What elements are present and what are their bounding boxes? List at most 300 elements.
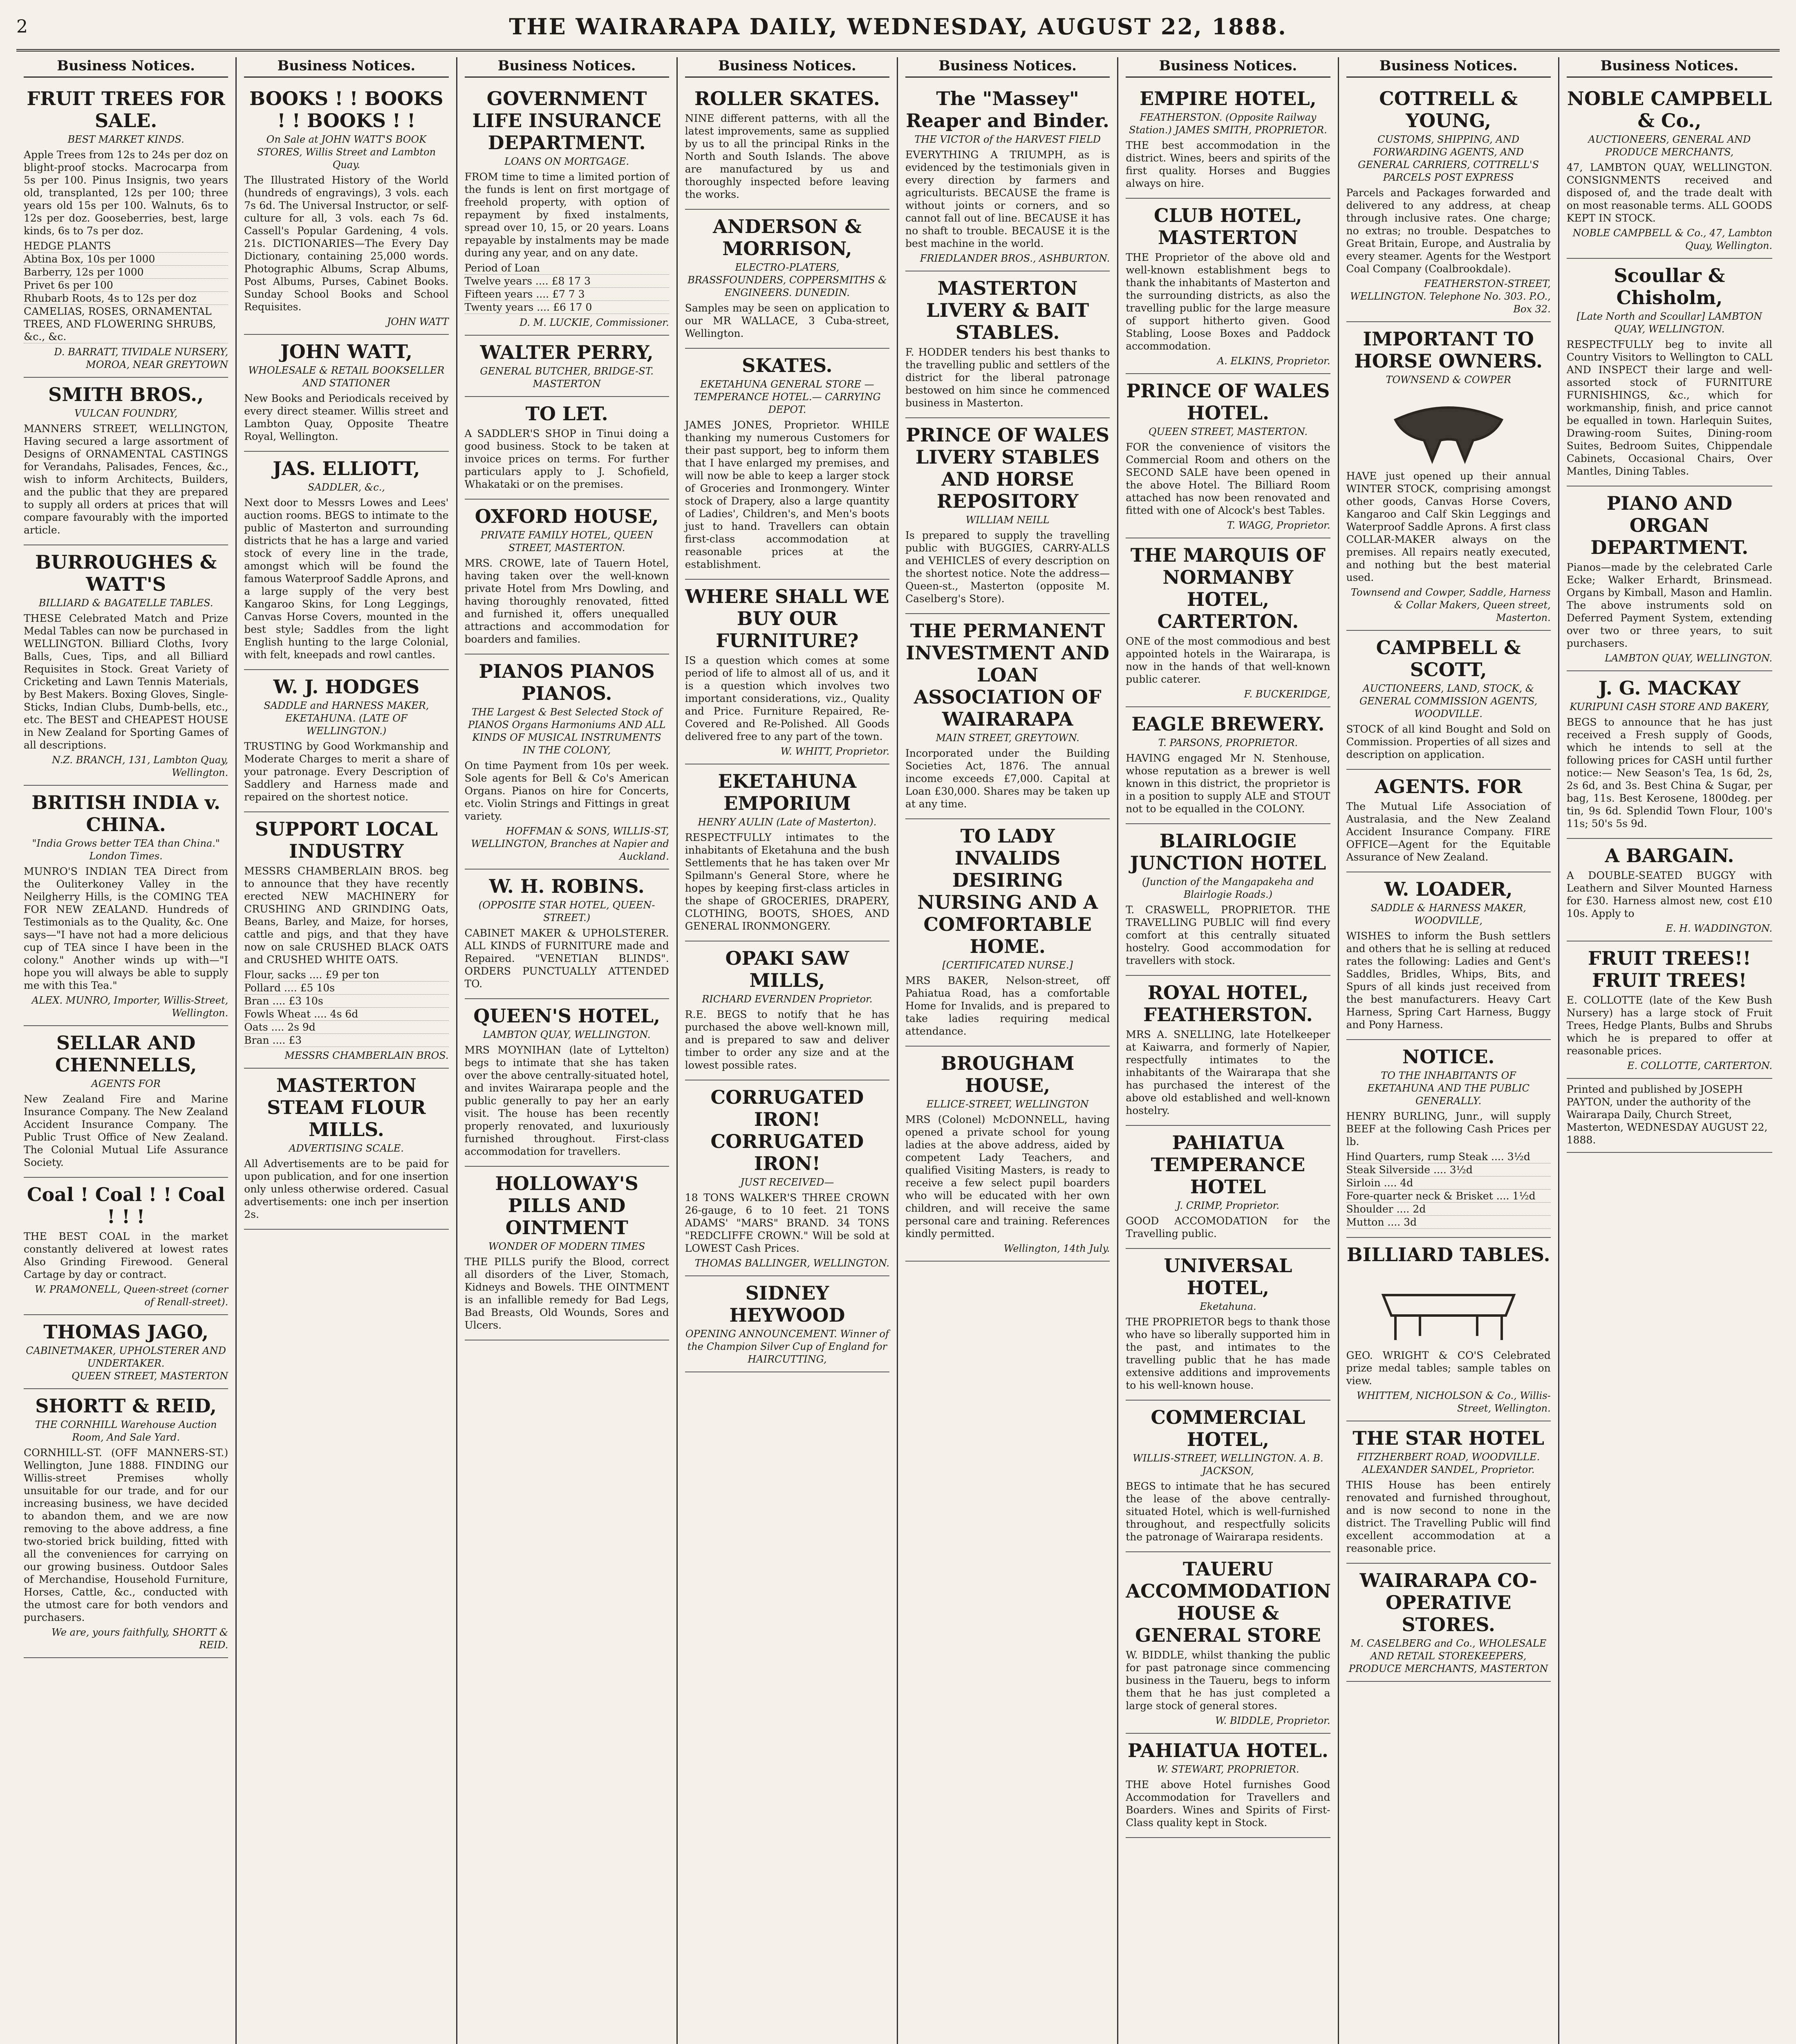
ad-subtitle: WILLIAM NEILL <box>965 514 1050 526</box>
ad-title: The "Massey" Reaper and Binder. <box>906 87 1109 132</box>
ad-title: OPAKI SAW MILLS, <box>725 947 849 991</box>
ad-title: J. G. MACKAY <box>1598 677 1741 699</box>
ad-subtitle: [Late North and Scoullar] LAMBTON QUAY, WELLINGTON. <box>1577 311 1762 335</box>
ad-subtitle: AUCTIONEERS, GENERAL AND PRODUCE MERCHANTS, <box>1588 134 1751 158</box>
ad-subtitle: OPENING ANNOUNCEMENT. Winner of the Champion Silver Cup of England for HAIRCUTTING, <box>685 1328 889 1365</box>
advertisement <box>685 210 889 349</box>
ad-title: SKATES. <box>742 354 833 377</box>
ad-title: Coal ! Coal ! ! Coal ! ! ! <box>27 1183 225 1228</box>
ad-subtitle: MAIN STREET, GREYTOWN. <box>936 732 1079 744</box>
advertisement <box>244 812 448 1069</box>
advertisement <box>465 654 669 870</box>
ad-list-item: Bran .... £3 10s <box>244 995 448 1008</box>
ad-title: BROUGHAM HOUSE, <box>941 1052 1075 1096</box>
column-1 <box>16 57 237 2044</box>
ad-subtitle: SADDLE & HARNESS MAKER, WOODVILLE, <box>1371 902 1526 926</box>
ad-subtitle: WONDER OF MODERN TIMES <box>488 1241 645 1252</box>
ad-subtitle: WHOLESALE & RETAIL BOOKSELLER AND STATIONER <box>248 365 445 389</box>
ad-title: TO LET. <box>525 403 608 425</box>
advertisement <box>1126 82 1330 199</box>
ad-body: Samples may be seen on application to our MR WALLACE, 3 Cuba-street, Wellington. <box>685 302 889 339</box>
ad-body: GOOD ACCOMODATION for the Travelling public. <box>1126 1215 1330 1239</box>
ad-body: GEO. WRIGHT & CO'S Celebrated prize medal tables; sample tables on view. <box>1346 1349 1551 1387</box>
ad-signature: T. WAGG, Proprietor. <box>1227 520 1330 531</box>
ad-title: TO LADY INVALIDS DESIRING NURSING AND A COMFORTABLE HOME. <box>917 825 1098 957</box>
ad-subtitle: SADDLE and HARNESS MAKER, EKETAHUNA. (LATE OF WELLINGTON.) <box>264 700 429 737</box>
ad-body: MRS MOYNIHAN (late of Lyttelton) begs to intimate that she has taken over the above centrally-situated hotel, and invites Wairarapa people and the public generally to pay her an early visit. The house has been recently properly renovated, and luxuriously furnished throughout. First-class accommodation for travellers. <box>464 1044 669 1157</box>
ad-title: ROLLER SKATES. <box>694 87 880 110</box>
ad-subtitle: CABINETMAKER, UPHOLSTERER AND UNDERTAKER. <box>26 1345 226 1369</box>
ad-signature: Townsend and Cowper, Saddle, Harness & Collar Makers, Queen street, Masterton. <box>1350 587 1551 623</box>
masthead <box>16 4 1780 52</box>
ad-body: MANNERS STREET, WELLINGTON, Having secured a large assortment of Designs of ORNAMENTAL CASTINGS for Verandahs, Palisades, Fences, &c., wish to inform Architects, Builders, and the public that they are prepared to supply all orders at prices that will compare favourably with the imported article. <box>24 423 228 536</box>
ad-body: THESE Celebrated Match and Prize Medal Tables can now be purchased in WELLINGTON. Billiard Cloths, Ivory Balls, Cues, Tips, and all Billiard Requisites in Stock. Great Variety of Cricketing and Lawn Tennis Materials, by Best Makers. Boxing Gloves, Single-Sticks, Indian Clubs, Dumb-bells, etc., etc. The BEST and CHEAPEST HOUSE in New Zealand for Sporting Games of all descriptions. <box>24 612 228 751</box>
ad-title: SIDNEY HEYWOOD <box>729 1282 845 1326</box>
advertisement <box>905 271 1110 418</box>
saddle-drawing <box>1371 391 1526 465</box>
ad-signature: ALEX. MUNRO, Importer, Willis-Street, Wellington. <box>31 995 228 1019</box>
column-2 <box>237 57 457 2044</box>
imprint: Printed and published by JOSEPH PAYTON, under the authority of the Wairarapa Daily, Church Street, Masterton, WEDNESDAY AUGUST 22, 1888. <box>1567 1079 1772 1153</box>
ad-title: QUEEN'S HOTEL, <box>473 1005 661 1027</box>
ad-body: MRS (Colonel) McDONNELL, having opened a private school for young ladies at the above address, aided by competent Lady Teachers, and qualified Visiting Masters, is ready to receive a few select pupil boarders who will be educated with her own children, and will receive the same personal care and training. References kindly permitted. <box>905 1114 1110 1239</box>
advertisement <box>24 1389 228 1658</box>
advertisement <box>1346 631 1551 770</box>
ad-signature: A. ELKINS, Proprietor. <box>1217 355 1330 367</box>
advertisement <box>905 1047 1110 1262</box>
ad-signature: QUEEN STREET, MASTERTON <box>72 1370 228 1382</box>
advertisement <box>1346 1421 1551 1564</box>
ad-title: THE PERMANENT INVESTMENT AND LOAN ASSOCIATION OF WAIRARAPA <box>906 620 1109 730</box>
ad-signature: FRIEDLANDER BROS., ASHBURTON. <box>920 253 1110 264</box>
ad-signature: W. WHITT, Proprietor. <box>780 746 889 757</box>
column-7 <box>1339 57 1559 2044</box>
ad-title: THOMAS JAGO, <box>43 1321 208 1343</box>
ad-body: The Illustrated History of the World (hundreds of engravings), 3 vols. each 7s 6d. The Universal Instructor, or self-culture for all, 3 vols. each 7s 6d. Cassell's Popular Gardening, 4 vols. 21s. DICTIONARIES—The Every Day Dictionary, containing 25,000 words. Photographic Albums, Scrap Albums, Post Albums, Purses, Cabinet Books. Sunday School Books and School Requisites. <box>244 174 449 313</box>
ad-title: EAGLE BREWERY. <box>1131 713 1325 735</box>
ad-title: UNIVERSAL HOTEL, <box>1164 1255 1292 1299</box>
advertisement <box>1346 82 1551 322</box>
ad-signature: NOBLE CAMPBELL & Co., 47, Lambton Quay, Wellington. <box>1572 227 1772 251</box>
columns <box>16 57 1780 2044</box>
advertisement <box>1126 1249 1330 1401</box>
ad-body: RESPECTFULLY beg to invite all Country Visitors to Wellington to CALL AND INSPECT their large and well-assorted stock of FURNITURE FURNISHINGS, &c., which for workmanship, finish, and price cannot be equalled in town. Harlequin Suites, Drawing-room Suites, Dining-room Suites, Bedroom Suites, Chippendale Cabinets, Occasional Chairs, Over Mantles, Dining Tables. <box>1566 338 1772 477</box>
ad-title: PIANO AND ORGAN DEPARTMENT. <box>1590 492 1749 558</box>
ad-subtitle: ELECTRO-PLATERS, BRASSFOUNDERS, COPPERSMITHS & ENGINEERS. DUNEDIN. <box>687 262 887 298</box>
ad-subtitle: LOANS ON MORTGAGE. <box>504 156 629 167</box>
advertisement <box>685 1080 889 1276</box>
advertisement <box>1126 1126 1330 1249</box>
ad-signature: FEATHERSTON-STREET, WELLINGTON. Telephone No. 303. P.O., Box 32. <box>1350 278 1551 315</box>
ad-body: EVERYTHING A TRIUMPH, as is evidenced by the testimonials given in every direction by farmers and agriculturists. BECAUSE the frame is without joints or corners, and so cannot fall out of line. BECAUSE it has no shaft to trouble. BECAUSE it is the best machine in the world. <box>905 149 1110 249</box>
advertisement <box>465 500 669 654</box>
ad-subtitle: Eketahuna. <box>1200 1301 1256 1312</box>
ad-body: BEGS to intimate that he has secured the lease of the above centrally-situated Hotel, which is well-furnished throughout, and respectfully solicits the patronage of Wairarapa residents. <box>1126 1480 1330 1543</box>
ad-title: SHORTT & REID, <box>35 1395 217 1417</box>
ad-title: ROYAL HOTEL, FEATHERSTON. <box>1143 982 1313 1026</box>
ad-list-item: Barberry, 12s per 1000 <box>24 266 228 279</box>
column-header: Business Notices. <box>685 57 889 78</box>
ad-subtitle: (Junction of the Mangapakeha and Blairlogie Roads.) <box>1142 876 1314 900</box>
ad-title: AGENTS. FOR <box>1375 775 1523 798</box>
column-8 <box>1559 57 1780 2044</box>
ad-title: PIANOS PIANOS PIANOS. <box>479 660 655 704</box>
ad-title: PRINCE OF WALES LIVERY STABLES AND HORSE REPOSITORY <box>906 424 1110 512</box>
column-5 <box>898 57 1118 2044</box>
advertisement <box>244 335 448 452</box>
ad-subtitle: BILLIARD & BAGATELLE TABLES. <box>38 597 213 609</box>
ad-subtitle: THE Largest & Best Selected Stock of PIANOS Organs Harmoniums AND ALL KINDS OF MUSICAL INSTRUMENTS IN THE COLONY, <box>468 706 666 756</box>
ad-body: MESSRS CHAMBERLAIN BROS. beg to announce that they have recently erected NEW MACHINERY for CRUSHING AND GRINDING Oats, Beans, Barley, and Maize, for horses, cattle and pigs, and that they have now on sale CRUSHED BLACK OATS and CRUSHED WHITE OATS. <box>244 865 449 966</box>
ad-signature: HOFFMAN & SONS, WILLIS-ST, WELLINGTON, Branches at Napier and Auckland. <box>471 825 669 862</box>
ad-title: GOVERNMENT LIFE INSURANCE DEPARTMENT. <box>472 87 661 154</box>
ad-title: COMMERCIAL HOTEL, <box>1151 1406 1306 1450</box>
ad-list-item: HEDGE PLANTS <box>24 240 228 253</box>
ad-list-item: Fore-quarter neck & Brisket .... 1½d <box>1346 1190 1551 1203</box>
advertisement <box>1126 824 1330 976</box>
advertisement <box>1567 671 1772 839</box>
advertisement <box>244 670 448 812</box>
ad-title: PAHIATUA TEMPERANCE HOTEL <box>1151 1132 1306 1198</box>
advertisement <box>244 82 448 335</box>
ad-body: New Zealand Fire and Marine Insurance Company. The New Zealand Accident Insurance Company. The Public Trust Office of New Zealand. The Colonial Mutual Life Assurance Society. <box>24 1093 228 1168</box>
advertisement <box>905 819 1110 1047</box>
ad-title: PRINCE OF WALES HOTEL. <box>1126 380 1330 424</box>
ad-subtitle: [CERTIFICATED NURSE.] <box>942 959 1073 971</box>
ad-body: IS a question which comes at some period of life to almost all of us, and it is a question which involves two important considerations, viz., Quality and Price. Furniture Repaired, Re-Covered and Re-Polished. All Goods delivered free to any part of the town. <box>685 654 889 742</box>
advertisement <box>24 545 228 786</box>
ad-body: MRS A. SNELLING, late Hotelkeeper at Kaiwarra, and formerly of Napier, respectfully intimates to the inhabitants of the Wairarapa that she has purchased the interest of the above old established and well-known hostelry. <box>1126 1029 1330 1116</box>
ad-body: T. CRASWELL, PROPRIETOR. THE TRAVELLING PUBLIC will find every comfort at this centrally situated hostelry. Good accommodation for travellers with stock. <box>1126 904 1330 966</box>
ad-body: HAVE just opened up their annual WINTER STOCK, comprising amongst other goods, Canvas Horse Covers, Kangaroo and Calf Skin Leggings and Waterproof Saddle Aprons. A first class COLLAR-MAKER always on the premises. All repairs neatly executed, and nothing but the best material used. <box>1346 470 1551 583</box>
ad-subtitle: AUCTIONEERS, LAND, STOCK, & GENERAL COMMISSION AGENTS, WOODVILLE. <box>1359 683 1538 719</box>
ad-list <box>465 262 669 314</box>
ad-subtitle: AGENTS FOR <box>91 1078 161 1089</box>
ad-subtitle: ELLICE-STREET, WELLINGTON <box>926 1098 1089 1110</box>
ad-title: BRITISH INDIA v. CHINA. <box>31 791 221 836</box>
ad-title: OXFORD HOUSE, <box>475 505 659 527</box>
advertisement <box>685 1276 889 1372</box>
ad-signature: JOHN WATT <box>387 316 449 327</box>
advertisement <box>685 941 889 1080</box>
ad-title: NOBLE CAMPBELL & Co., <box>1567 87 1772 132</box>
ad-signature: W. BIDDLE, Proprietor. <box>1215 1715 1330 1726</box>
ad-title: BILLIARD TABLES. <box>1346 1244 1550 1266</box>
advertisement <box>24 1315 228 1389</box>
ad-subtitle: THE VICTOR of the HARVEST FIELD <box>914 134 1101 145</box>
ad-title: W. J. HODGES <box>273 676 420 698</box>
ad-title: TAUERU ACCOMMODATION HOUSE & GENERAL STORE <box>1126 1558 1331 1646</box>
advertisement <box>465 336 669 397</box>
saddle-illustration <box>1346 391 1551 465</box>
ad-body: MUNRO'S INDIAN TEA Direct from the Ouliterkoney Valley in the Neilgherry Hills, is the COMING TEA FOR NEW ZEALAND. Hundreds of Testimonials as to the Quality, &c. One says—"I have not had a more delicious cup of TEA since I have been in the colony." Another winds up with—"I hope you will always be able to supply me with this Tea." <box>24 865 228 991</box>
ad-subtitle: KURIPUNI CASH STORE AND BAKERY, <box>1570 701 1769 713</box>
ad-title: W. H. ROBINS. <box>489 875 645 897</box>
ad-list-item: Shoulder .... 2d <box>1346 1203 1551 1216</box>
ad-title: SMITH BROS., <box>48 383 204 406</box>
ad-title: FRUIT TREES!! FRUIT TREES! <box>1588 947 1751 991</box>
ad-subtitle: HENRY AULIN (Late of Masterton). <box>698 816 877 828</box>
advertisement <box>1126 538 1330 707</box>
advertisement <box>685 764 889 941</box>
ad-body: FOR the convenience of visitors the Commercial Room and others on the SECOND SALE have been opened in the above Hotel. The Billiard Room attached has now been renovated and fitted with one of Alcock's best Tables. <box>1126 441 1330 516</box>
ad-list-item: Abtina Box, 10s per 1000 <box>24 253 228 266</box>
ad-list-item: Period of Loan <box>465 262 669 275</box>
ad-title: JOHN WATT, <box>280 341 412 363</box>
ad-title: THE STAR HOTEL <box>1353 1427 1545 1449</box>
ad-list-item: Privet 6s per 100 <box>24 279 228 292</box>
ad-title: NOTICE. <box>1402 1046 1495 1068</box>
ad-title: ANDERSON & MORRISON, <box>712 215 862 260</box>
ad-list-item: Fifteen years .... £7 7 3 <box>465 288 669 301</box>
ad-title: PAHIATUA HOTEL. <box>1127 1739 1328 1762</box>
advertisement <box>465 870 669 999</box>
advertisement <box>685 349 889 580</box>
ad-title: COTTRELL & YOUNG, <box>1379 87 1518 132</box>
ad-list-item: Twenty years .... £6 17 0 <box>465 301 669 314</box>
ad-body: THE PROPRIETOR begs to thank those who have so liberally supported him in the past, and intimates to the travelling public that he has made extensive additions and improvements to his well-known house. <box>1126 1316 1330 1391</box>
ad-body: HAVING engaged Mr N. Stenhouse, whose reputation as a brewer is well known in this district, the proprietor is in a position to supply ALE and STOUT not to be equalled in the COLONY. <box>1126 752 1330 815</box>
ad-signature: LAMBTON QUAY, WELLINGTON. <box>1605 652 1772 664</box>
ad-list <box>244 968 448 1047</box>
ad-title: W. LOADER, <box>1384 878 1513 900</box>
column-header: Business Notices. <box>465 57 669 78</box>
advertisement <box>24 1178 228 1315</box>
ad-list-item: Oats .... 2s 9d <box>244 1021 448 1034</box>
ad-title: EKETAHUNA EMPORIUM <box>718 770 857 814</box>
ad-signature: E. H. WADDINGTON. <box>1666 923 1772 934</box>
ad-body: TRUSTING by Good Workmanship and Moderate Charges to merit a share of your patronage. Every Description of Saddlery and Harness made and repaired on the shortest notice. <box>244 740 449 803</box>
ad-title: JAS. ELLIOTT, <box>273 457 420 480</box>
advertisement <box>24 378 228 545</box>
ad-list-item: Steak Silverside .... 3½d <box>1346 1163 1551 1177</box>
ad-signature: Wellington, 14th July. <box>1003 1243 1110 1254</box>
ad-subtitle: On Sale at JOHN WATT'S BOOK STORES, Willis Street and Lambton Quay. <box>257 134 436 170</box>
ad-body: WISHES to inform the Bush settlers and others that he is selling at reduced rates the following: Ladies and Gent's Saddles, Bridles, Whips, Bits, and Spurs of all kinds just received from the best manufacturers. Heavy Cart Harness, Spring Cart Harness, Buggy and Pony Harness. <box>1346 930 1551 1031</box>
newspaper-title: THE WAIRARAPA DAILY, WEDNESDAY, AUGUST 22, 1888. <box>509 13 1287 40</box>
ad-title: WHERE SHALL WE BUY OUR FURNITURE? <box>685 585 889 652</box>
ad-body: A DOUBLE-SEATED BUGGY with Leathern and Silver Mounted Harness for £30. Harness almost new, cost £10 10s. Apply to <box>1566 870 1772 919</box>
ad-subtitle: TOWNSEND & COWPER <box>1386 374 1511 385</box>
ad-subtitle: M. CASELBERG and Co., WHOLESALE AND RETAIL STOREKEEPERS, PRODUCE MERCHANTS, MASTERTON <box>1348 1638 1548 1674</box>
advertisement <box>1567 82 1772 259</box>
ad-title: IMPORTANT TO HORSE OWNERS. <box>1354 328 1543 372</box>
column-header: Business Notices. <box>1567 57 1772 78</box>
ad-body: THE BEST COAL in the market constantly delivered at lowest rates Also Grinding Firewood. General Cartage by day or contract. <box>24 1230 228 1280</box>
ad-body: ONE of the most commodious and best appointed hotels in the Wairarapa, is now in the hands of that well-known public caterer. <box>1126 635 1330 685</box>
ad-body: JAMES JONES, Proprietor. WHILE thanking my numerous Customers for their past support, beg to inform them that I have enlarged my premises, and will now be able to keep a larger stock of Groceries and Ironmongery. Winter stock of Drapery, also a large quantity of Ladies', Children's, and Men's boots just to hand. Travellers can obtain first-class accommodation at reasonable prices at the establishment. <box>685 419 889 570</box>
ad-title: A BARGAIN. <box>1605 845 1734 867</box>
advertisement <box>1346 770 1551 872</box>
advertisement <box>1126 976 1330 1126</box>
ad-body: E. COLLOTTE (late of the Kew Bush Nursery) has a large stock of Fruit Trees, Hedge Plants, Bulbs and Shrubs which he is prepared to offer at reasonable prices. <box>1566 994 1772 1057</box>
ad-list-item: Mutton .... 3d <box>1346 1216 1551 1229</box>
ad-subtitle: CUSTOMS, SHIPPING, AND FORWARDING AGENTS, AND GENERAL CARRIERS, COTTRELL'S PARCELS POST EXPRESS <box>1358 134 1539 183</box>
ad-body: R.E. BEGS to notify that he has purchased the above well-known mill, and is prepared to saw and deliver timber to order any size and at the lowest possible rates. <box>685 1009 889 1071</box>
ad-body: CORNHILL-ST. (OFF MANNERS-ST.) Wellington, June 1888. FINDING our Willis-street Premises wholly unsuitable for our trade, and for our increasing business, we have decided to abandon them, and we are now removing to the above address, a fine two-storied brick building, fitted with all the conveniences for carrying on our growing business. Outdoor Sales of Merchandise, Household Furniture, Horses, Cattle, &c., conducted with the utmost care for both vendors and purchasers. <box>24 1447 228 1623</box>
ad-body: THE PILLS purify the Blood, correct all disorders of the Liver, Stomach, Kidneys and Bowels. THE OINTMENT is an infallible remedy for Bad Legs, Bad Breasts, Old Wounds, Sores and Ulcers. <box>464 1256 669 1331</box>
ad-title: BOOKS ! ! BOOKS ! ! BOOKS ! ! <box>249 87 443 132</box>
advertisement <box>24 82 228 378</box>
ad-signature: W. PRAMONELL, Queen-street (corner of Renall-street). <box>34 1284 228 1308</box>
ad-list-item: Fowls Wheat .... 4s 6d <box>244 1008 448 1021</box>
ad-signature: THOMAS BALLINGER, WELLINGTON. <box>694 1257 889 1269</box>
ad-subtitle: QUEEN STREET, MASTERTON. <box>1148 426 1308 437</box>
ad-body: RESPECTFULLY intimates to the inhabitants of Eketahuna and the bush Settlements that he has taken over Mr Spilmann's General Store, where he hopes by keeping first-class articles in the shape of GROCERIES, DRAPERY, CLOTHING, BOOTS, SHOES, AND GENERAL IRONMONGERY. <box>685 831 889 932</box>
ad-subtitle: LAMBTON QUAY, WELLINGTON. <box>483 1029 651 1040</box>
ad-subtitle: FITZHERBERT ROAD, WOODVILLE. ALEXANDER SANDEL, Proprietor. <box>1357 1451 1540 1475</box>
ad-list-item: Rhubarb Roots, 4s to 12s per doz <box>24 292 228 305</box>
advertisement <box>24 1026 228 1178</box>
ad-subtitle: ADVERTISING SCALE. <box>289 1143 404 1154</box>
ad-title: THE MARQUIS OF NORMANBY HOTEL, CARTERTON. <box>1130 544 1326 632</box>
advertisement <box>1567 486 1772 671</box>
ad-title: CAMPBELL & SCOTT, <box>1376 637 1521 681</box>
ad-subtitle: J. CRIMP, Proprietor. <box>1176 1200 1280 1211</box>
ad-body: FROM time to time a limited portion of the funds is lent on first mortgage of freehold property, with option of repayment by fixed instalments, spread over 10, 15, or 20 years. Loans repayable by instalments may be made during any year, and on any date. <box>464 171 669 259</box>
advertisement <box>1567 259 1772 486</box>
ad-title: Scoullar & Chisholm, <box>1614 264 1725 309</box>
advertisement <box>685 580 889 764</box>
billiard-table-illustration <box>1346 1271 1551 1344</box>
advertisement <box>1346 1564 1551 1682</box>
ad-body: A SADDLER'S SHOP in Tinui doing a good business. Stock to be taken at invoice prices on terms. For further particulars apply to J. Schofield, Whakataki or on the premises. <box>464 428 669 490</box>
column-header: Business Notices. <box>244 57 448 78</box>
advertisement <box>1346 1040 1551 1238</box>
ad-signature: D. M. LUCKIE, Commissioner. <box>519 317 669 328</box>
ad-body: MRS. CROWE, late of Tauern Hotel, having taken over the well-known private Hotel from Mrs Dowling, and having thoroughly renovated, fitted and furnished it, offers unequalled attractions and accommodation for boarders and families. <box>464 557 669 645</box>
ad-subtitle: VULCAN FOUNDRY, <box>74 408 178 419</box>
column-3 <box>457 57 678 2044</box>
ad-subtitle: SADDLER, &c., <box>307 482 385 493</box>
ad-body: Incorporated under the Building Societies Act, 1876. The annual income exceeds £7,000. Capital at Loan £30,000. Shares may be taken up at any time. <box>905 747 1110 810</box>
ad-list-item: Flour, sacks .... £9 per ton <box>244 968 448 982</box>
ad-title: BURROUGHES & WATT'S <box>35 551 217 595</box>
ad-body: On time Payment from 10s per week. Sole agents for Bell & Co's American Organs. Pianos on hire for Concerts, etc. Violin Strings and Fittings in great variety. <box>464 760 669 822</box>
ad-subtitle: GENERAL BUTCHER, BRIDGE-ST. MASTERTON <box>480 365 654 390</box>
advertisement <box>1346 322 1551 631</box>
ad-list-item: CAMELIAS, ROSES, ORNAMENTAL TREES, AND FLOWERING SHRUBS, &c., &c. <box>24 305 228 343</box>
column-6 <box>1118 57 1339 2044</box>
advertisement <box>1346 1238 1551 1421</box>
ad-body: New Books and Periodicals received by every direct steamer. Willis street and Lambton Quay, Opposite Theatre Royal, Wellington. <box>244 392 449 442</box>
ad-signature: We are, yours faithfully, SHORTT & REID. <box>52 1627 228 1651</box>
ad-body: CABINET MAKER & UPHOLSTERER. ALL KINDS of FURNITURE made and Repaired. "VENETIAN BLINDS". ORDERS PUNCTUALLY ATTENDED TO. <box>464 927 669 990</box>
ad-subtitle: PRIVATE FAMILY HOTEL, QUEEN STREET, MASTERTON. <box>480 529 653 554</box>
ad-title: EMPIRE HOTEL, <box>1140 87 1317 110</box>
advertisement <box>1567 941 1772 1079</box>
advertisement <box>244 452 448 670</box>
advertisement <box>1126 707 1330 824</box>
ad-body: 18 TONS WALKER'S THREE CROWN 26-gauge, 6 to 10 feet. 21 TONS ADAMS' "MARS" BRAND. 34 TONS "REDCLIFFE CROWN." Will be sold at LOWEST Cash Prices. <box>685 1192 889 1254</box>
column-header: Business Notices. <box>24 57 228 78</box>
ad-subtitle: W. STEWART, PROPRIETOR. <box>1157 1764 1299 1775</box>
advertisement <box>465 82 669 336</box>
advertisement <box>465 999 669 1167</box>
column-header: Business Notices. <box>1346 57 1551 78</box>
ad-subtitle: THE CORNHILL Warehouse Auction Room, And Sale Yard. <box>35 1419 217 1443</box>
column-header: Business Notices. <box>1126 57 1330 78</box>
ad-title: SUPPORT LOCAL INDUSTRY <box>255 818 438 862</box>
ad-body: HENRY BURLING, Junr., will supply BEEF at the following Cash Prices per lb. <box>1346 1110 1551 1148</box>
advertisement <box>1126 1734 1330 1838</box>
ad-signature: D. BARRATT, TIVIDALE NURSERY, MOROA, NEAR GREYTOWN <box>54 346 228 370</box>
ad-body: W. BIDDLE, whilst thanking the public for past patronage since commencing business in the Taueru, begs to inform them that he has just completed a large stock of general stores. <box>1126 1649 1330 1712</box>
ad-title: BLAIRLOGIE JUNCTION HOTEL <box>1130 830 1326 874</box>
ad-title: HOLLOWAY'S PILLS AND OINTMENT <box>495 1172 638 1239</box>
ad-signature: E. COLLOTTE, CARTERTON. <box>1627 1060 1772 1071</box>
ad-title: CORRUGATED IRON! CORRUGATED IRON! <box>710 1086 864 1174</box>
ad-body: Apple Trees from 12s to 24s per doz on blight-proof stocks. Macrocarpa from 5s per 100. Pinus Insignis, two years old, transplanted, 12s per 100; three years old 15s per 100. Walnuts, 6s to 12s per doz. Gooseberries, best, large kinds, 6s to 7s per doz. <box>24 149 228 237</box>
advertisement <box>1126 1401 1330 1552</box>
ad-body: THE Proprietor of the above old and well-known establishment begs to thank the inhabitants of Masterton and the surrounding districts, as also the travelling public for the large measure of support hitherto given. Good Stabling, Loose Boxes and Paddock accommodation. <box>1126 251 1330 352</box>
ad-subtitle: "India Grows better TEA than China." London Times. <box>32 838 220 862</box>
ad-subtitle: JUST RECEIVED— <box>740 1177 834 1188</box>
ad-list-item: Pollard .... £5 10s <box>244 982 448 995</box>
ad-body: STOCK of all kind Bought and Sold on Commission. Properties of all sizes and description on application. <box>1346 723 1551 760</box>
ad-title: MASTERTON LIVERY & BAIT STABLES. <box>926 277 1089 343</box>
ad-body: 47, LAMBTON QUAY, WELLINGTON. CONSIGNMENTS received and disposed of, and the trade dealt with on most reasonable terms. ALL GOODS KEPT IN STOCK. <box>1566 161 1772 224</box>
ad-subtitle: WILLIS-STREET, WELLINGTON. A. B. JACKSON, <box>1133 1452 1323 1477</box>
advertisement <box>1346 872 1551 1040</box>
ad-body: F. HODDER tenders his best thanks to the travelling public and settlers of the district for the liberal patronage bestowed on him since he commenced business in Masterton. <box>905 346 1110 409</box>
column-4 <box>678 57 898 2044</box>
ad-body: MRS BAKER, Nelson-street, off Pahiatua Road, has a comfortable Home for Invalids, and is prepared to take ladies requiring medical attendance. <box>905 975 1110 1037</box>
ad-body: Parcels and Packages forwarded and delivered to any address, at cheap through inclusive rates. One charge; no extras; no trouble. Despatches to Great Britain, Europe, and Australia by every steamer. Agents for the Westport Coal Company (Coalbrookdale). <box>1346 187 1551 275</box>
ad-title: WALTER PERRY, <box>480 341 654 363</box>
ad-title: FRUIT TREES FOR SALE. <box>27 87 225 132</box>
ad-signature: WHITTEM, NICHOLSON & Co., Willis-Street, Wellington. <box>1357 1390 1551 1414</box>
advertisement <box>685 82 889 210</box>
ad-subtitle: TO THE INHABITANTS OF EKETAHUNA AND THE PUBLIC GENERALLY. <box>1367 1070 1530 1107</box>
ad-body: Pianos—made by the celebrated Carle Ecke; Walker Erhardt, Brinsmead. Organs by Kimball, Mason and Hamlin. The above instruments sold on Deferred Payment System, extending over two or three years, to suit purchasers. <box>1566 561 1772 649</box>
ad-body: THE above Hotel furnishes Good Accommodation for Travellers and Boarders. Wines and Spirits of First-Class quality kept in Stock. <box>1126 1779 1330 1829</box>
advertisement <box>905 82 1110 271</box>
advertisement <box>905 418 1110 614</box>
page-number: 2 <box>16 16 29 37</box>
ad-subtitle: T. PARSONS, PROPRIETOR. <box>1158 737 1298 749</box>
advertisement <box>1567 839 1772 941</box>
ad-title: CLUB HOTEL, MASTERTON <box>1154 204 1302 249</box>
ad-subtitle: BEST MARKET KINDS. <box>67 134 184 145</box>
ad-list <box>24 240 228 343</box>
ad-list-item: Twelve years .... £8 17 3 <box>465 275 669 288</box>
advertisement <box>244 1069 448 1230</box>
ad-signature: F. BUCKERIDGE, <box>1244 688 1330 700</box>
ad-title: WAIRARAPA CO-OPERATIVE STORES. <box>1359 1569 1537 1636</box>
advertisement <box>905 614 1110 819</box>
billiard-table-drawing <box>1371 1271 1526 1344</box>
column-header: Business Notices. <box>905 57 1110 78</box>
ad-body: The Mutual Life Association of Australasia, and the New Zealand Accident Insurance Company. FIRE OFFICE—Agent for the Equitable Assurance of New Zealand. <box>1346 800 1551 863</box>
advertisement <box>465 1167 669 1340</box>
ad-subtitle: (OPPOSITE STAR HOTEL, QUEEN-STREET.) <box>478 899 655 923</box>
ad-list-item: Hind Quarters, rump Steak .... 3½d <box>1346 1150 1551 1163</box>
ad-body: NINE different patterns, with all the latest improvements, same as supplied by us to all the principal Rinks in the North and South Islands. The above are manufactured by us and thoroughly inspected before leaving the works. <box>685 112 889 200</box>
advertisement <box>1126 374 1330 538</box>
advertisement <box>1126 199 1330 374</box>
ad-list-item: Sirloin .... 4d <box>1346 1177 1551 1190</box>
advertisement <box>24 786 228 1026</box>
ad-title: SELLAR AND CHENNELLS, <box>55 1032 197 1076</box>
ad-body: BEGS to announce that he has just received a Fresh supply of Goods, which he intends to sell at the following prices for CASH until further notice:— New Season's Tea, 1s 6d, 2s, 2s 6d, and 3s. Best China & Sugar, per bag, 11s. Best Kerosene, 1800deg. per tin, 9s 6d. Splendid Town Flour, 100's 11s; 50's 5s 9d. <box>1566 716 1772 829</box>
ad-signature: N.Z. BRANCH, 131, Lambton Quay, Wellington. <box>52 754 228 778</box>
ad-list-item: Bran .... £3 <box>244 1034 448 1047</box>
ad-subtitle: FEATHERSTON. (Opposite Railway Station.) JAMES SMITH, PROPRIETOR. <box>1129 112 1327 136</box>
ad-body: Is prepared to supply the travelling public with BUGGIES, CARRY-ALLS and VEHICLES of every description on the shortest notice. Note the address—Queen-st., Masterton (opposite M. Caselberg's Store). <box>905 529 1110 605</box>
ad-title: MASTERTON STEAM FLOUR MILLS. <box>267 1074 426 1141</box>
ad-list <box>1346 1150 1551 1229</box>
